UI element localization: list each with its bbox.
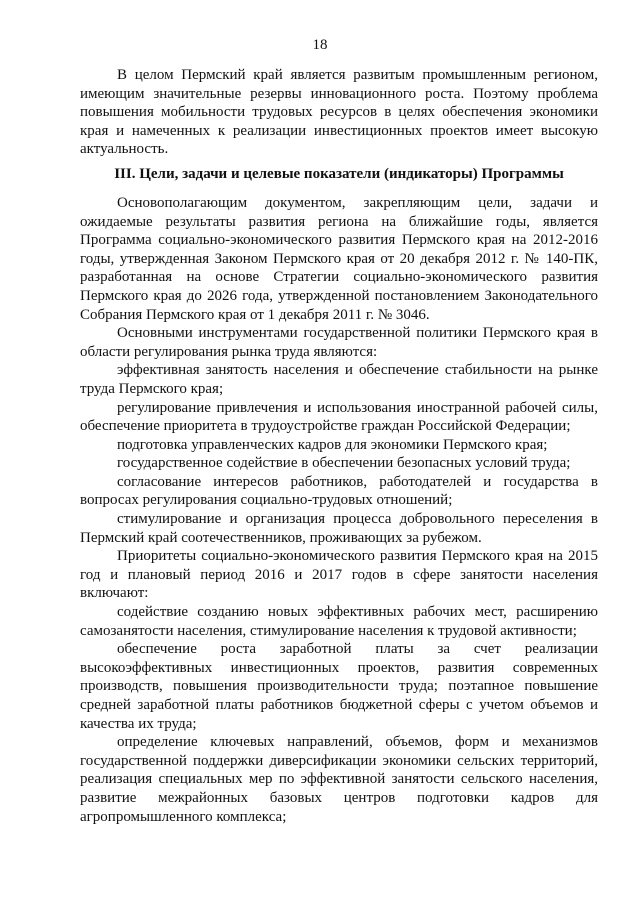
list-item: обеспечение роста заработной платы за счет реализации высокоэффективных инвестиционных проектов, развития современных производств, повышения производительности труда; поэтапное повышение средней заработной платы работников бюджетной сферы с учетом объемов и качества их труда; xyxy=(80,641,598,732)
list-item: содействие созданию новых эффективных рабочих мест, расширению самозанятости населения, стимулирование населения к трудовой активности; xyxy=(80,604,598,639)
list-item: определение ключевых направлений, объемов, форм и механизмов государственной поддержки диверсификации экономики сельских территорий, реализация специальных мер по эффективной занятости сельского населения, развитие межрайонных базовых центров подготовки кадров для агропромышленного комплекса; xyxy=(80,734,598,825)
paragraph: В целом Пермский край является развитым промышленным регионом, имеющим значительные резервы инновационного роста. Поэтому проблема повышения мобильности трудовых ресурсов в целях обеспечения экономики края и намеченных к реализации инвестиционных проектов имеет высокую актуальность. xyxy=(80,67,598,158)
section-heading: III. Цели, задачи и целевые показатели (индикаторы) Программы xyxy=(114,165,564,182)
paragraph: Основными инструментами государственной политики Пермского края в области регулирования рынка труда являются: xyxy=(80,325,598,360)
list-item: эффективная занятость населения и обеспечение стабильности на рынке труда Пермского края; xyxy=(80,362,598,397)
list-item: подготовка управленческих кадров для экономики Пермского края; xyxy=(117,436,548,453)
list-item: стимулирование и организация процесса добровольного переселения в Пермский край соотечественников, проживающих за рубежом. xyxy=(80,511,598,546)
paragraph: Основополагающим документом, закрепляющим цели, задачи и ожидаемые результаты развития региона на ближайшие годы, является Программа социально-экономического развития Пермского края на 2012-2016 годы, утвержденная Законом Пермского края от 20 декабря 2012 г. № 140-ПК, разработанная на основе Стратегии социально-экономического развития Пермского края до 2026 года, утвержденной постановлением Законодательного Собрания Пермского края от 1 декабря 2011 г. № 3046. xyxy=(80,194,598,323)
list-item: регулирование привлечения и использования иностранной рабочей силы, обеспечение приоритета в трудоустройстве граждан Российской Федерации; xyxy=(80,399,598,435)
list-item: согласование интересов работников, работодателей и государства в вопросах регулирования социально-трудовых отношений; xyxy=(80,473,598,509)
list-item: государственное содействие в обеспечении безопасных условий труда; xyxy=(117,455,571,472)
paragraph: Приоритеты социально-экономического развития Пермского края на 2015 год и плановый период 2016 и 2017 годов в сфере занятости населения включают: xyxy=(80,548,598,602)
page-number: 18 xyxy=(312,37,328,53)
page-content xyxy=(80,66,598,826)
